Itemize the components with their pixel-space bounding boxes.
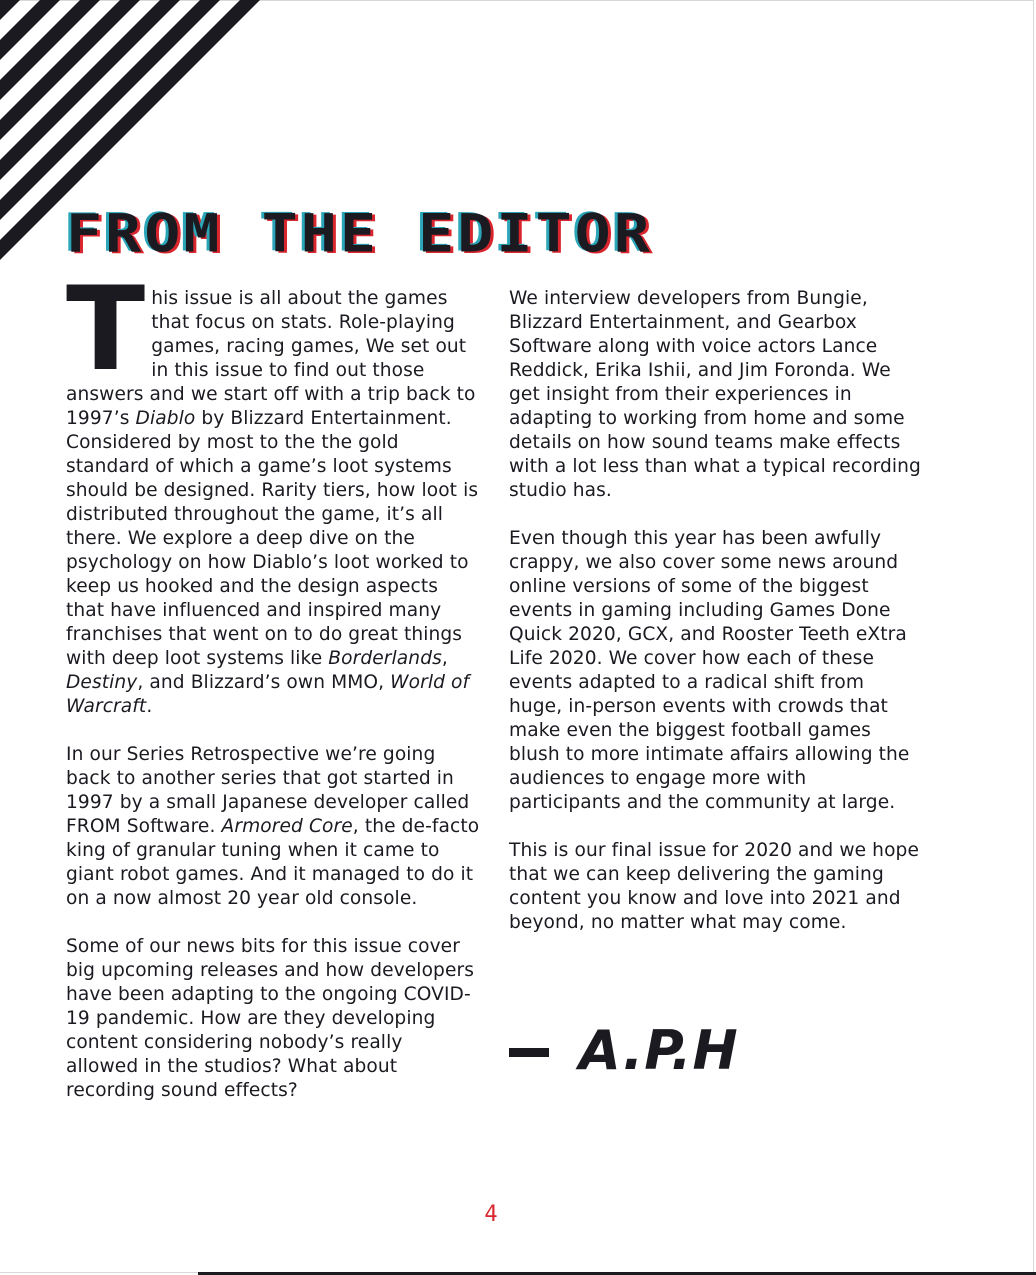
paragraph-interviews: [509, 287, 923, 503]
editor-signature: [509, 1020, 739, 1082]
article-column-right: [509, 287, 923, 959]
drop-cap: T: [66, 262, 146, 397]
paragraph-series-retrospective: [66, 743, 480, 911]
italic-title: Destiny: [66, 672, 138, 693]
page-title: FROM THE EDITOR: [66, 203, 653, 265]
text-run: , the de-facto king of granular tuning when it came to giant robot games. And it managed to do it on a now almost 20 year old console.: [66, 816, 480, 909]
text-run: Some of our news bits for this issue cover big upcoming releases and how developers have been adapting to the ongoing COVID-19 pandemic. How are they developing content considering nobody’s really allowed in the studios? What about recording sound effects?: [66, 936, 475, 1101]
signature-text: A.P.H: [579, 1019, 739, 1082]
text-run: Even though this year has been awfully crappy, we also cover some news around online versions of some of the biggest events in gaming including Games Done Quick 2020, GCX, and Rooster Teeth eXtra Life 2020. We cover how each of these events adapted to a radical shift from huge, in-person events with crowds that make even the biggest football games blush to more intimate affairs allowing the audiences to engage more with participants and the community at large.: [509, 528, 910, 813]
text-run: , and Blizzard’s own MMO,: [137, 672, 391, 693]
page-number: 4: [484, 1202, 498, 1227]
text-run: This is our final issue for 2020 and we hope that we can keep delivering the gaming content you know and love into 2021 and beyond, no matter what may come.: [509, 840, 919, 933]
italic-title: World of Warcraft: [66, 672, 470, 717]
italic-title: Armored Core: [221, 816, 353, 837]
stripe: [0, 0, 20, 20]
stripe: [0, 0, 220, 220]
text-run: We interview developers from Bungie, Blizzard Entertainment, and Gearbox Software along with voice actors Lance Reddick, Erika Ishii, and Jim Foronda. We get insight from their experiences in adapting to working from home and some details on how sound teams make effects with a lot less than what a typical recording studio has.: [509, 288, 921, 501]
paragraph-news-bits: [66, 935, 480, 1103]
text-run: .: [146, 696, 153, 717]
italic-title: Diablo: [135, 408, 196, 429]
paragraph-online-events: [509, 527, 923, 815]
paragraph-final-issue: [509, 839, 923, 935]
text-run: by Blizzard Entertainment. Considered by most to the the gold standard of which a game’s loot systems should be designed. Rarity tiers, how loot is distributed throughout the game, it’s all there. We explore a deep dive on the psychology on how Diablo’s loot worked to keep us hooked and the design aspects that have influenced and inspired many franchises that went on to do great things with deep loot systems like: [66, 408, 479, 669]
italic-title: Borderlands: [328, 648, 442, 669]
text-run: In our Series Retrospective we’re going back to another series that got started in 1997 by a small Japanese developer called FROM Software.: [66, 744, 470, 837]
text-run: ,: [441, 648, 448, 669]
signature-dash: [509, 1048, 549, 1057]
text-run: his issue is all about the games that focus on stats. Role-playing games, racing games, We set out in this issue to find out those answers and we start off with a trip back to 1997’s: [66, 288, 476, 429]
article-column-left: [66, 262, 480, 1127]
